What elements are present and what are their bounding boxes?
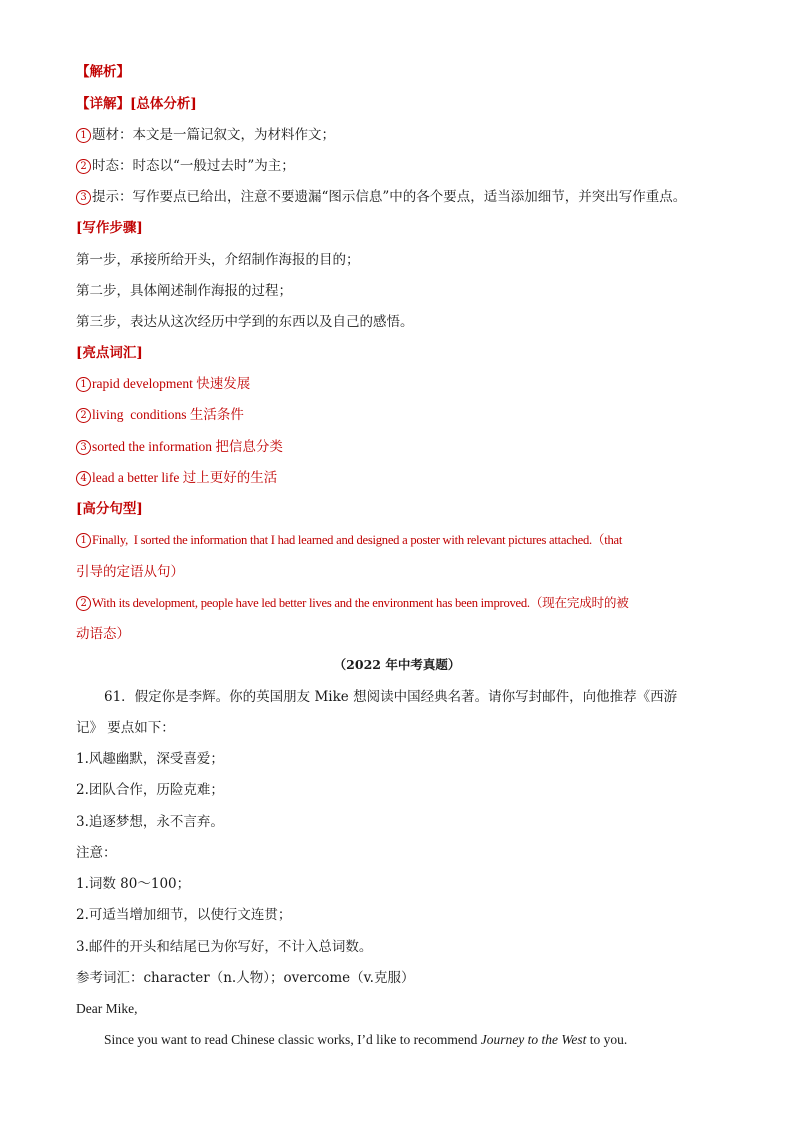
exam-year-title: （2022 年中考真题） bbox=[333, 657, 461, 672]
writing-steps-header: [写作步骤] bbox=[76, 220, 143, 236]
opening-text-end: to you. bbox=[586, 1032, 628, 1047]
overview-text: 题材：本文是一篇记叙文，为材料作文； bbox=[92, 127, 335, 143]
sentence-1-line-2: 引导的定语从句） bbox=[76, 564, 184, 580]
vocab-text: rapid development 快速发展 bbox=[92, 376, 251, 391]
overview-text: 时态：时态以“一般过去时”为主； bbox=[92, 158, 295, 174]
question-line-1: 61．假定你是李辉。你的英国朋友 Mike 想阅读中国经典名著。请你写封邮件，向他推荐《西游 bbox=[104, 689, 678, 705]
point-2: 2.团队合作，历险克难； bbox=[76, 782, 224, 798]
overview-text: 提示：写作要点已给出，注意不要遗漏“图示信息”中的各个要点，适当添加细节，并突出写作重点。 bbox=[92, 189, 687, 205]
vocab-text: sorted the information 把信息分类 bbox=[92, 439, 283, 454]
email-greeting: Dear Mike, bbox=[76, 1001, 138, 1016]
sentence-2-line-1 bbox=[76, 593, 629, 613]
vocab-item-1 bbox=[76, 374, 250, 394]
point-3: 3.追逐梦想，永不言弃。 bbox=[76, 814, 224, 830]
detail-label: 【详解】 bbox=[76, 96, 130, 112]
circled-number-3: 3 bbox=[76, 440, 91, 455]
overview-item-2 bbox=[76, 156, 295, 176]
overview-section-label: [总体分析] bbox=[130, 96, 197, 112]
vocab-text: living conditions 生活条件 bbox=[92, 407, 244, 422]
circled-number-1: 1 bbox=[76, 377, 91, 392]
sentence-text: Finally, I sorted the information that I had learned and designed a poster with relevant pictures attached.（that bbox=[92, 533, 623, 547]
circled-number-2: 2 bbox=[76, 596, 91, 611]
note-2: 2.可适当增加细节，以使行文连贯； bbox=[76, 907, 292, 923]
sentence-header: [高分句型] bbox=[76, 501, 143, 517]
vocab-item-3 bbox=[76, 437, 283, 457]
reference-vocab: 参考词汇：character（n.人物）；overcome（v.克服） bbox=[76, 970, 415, 986]
circled-number-4: 4 bbox=[76, 471, 91, 486]
question-line-2: 记》 要点如下： bbox=[76, 720, 175, 736]
sentence-text: With its development, people have led better lives and the environment has been improved.（现在完成时的被 bbox=[92, 596, 629, 610]
overview-item-3 bbox=[76, 187, 686, 207]
sentence-1-line-1 bbox=[76, 530, 622, 550]
note-label: 注意： bbox=[76, 845, 117, 861]
circled-number-3: 3 bbox=[76, 190, 91, 205]
step-3: 第三步，表达从这次经历中学到的东西以及自己的感悟。 bbox=[76, 314, 414, 330]
note-1: 1.词数 80～100； bbox=[76, 876, 191, 892]
point-1: 1.风趣幽默，深受喜爱； bbox=[76, 751, 224, 767]
book-title: Journey to the West bbox=[480, 1032, 587, 1047]
circled-number-1: 1 bbox=[76, 533, 91, 548]
detail-heading bbox=[76, 94, 197, 114]
circled-number-2: 2 bbox=[76, 159, 91, 174]
step-1: 第一步，承接所给开头，介绍制作海报的目的； bbox=[76, 252, 360, 268]
circled-number-1: 1 bbox=[76, 128, 91, 143]
note-3: 3.邮件的开头和结尾已为你写好，不计入总词数。 bbox=[76, 939, 373, 955]
circled-number-2: 2 bbox=[76, 408, 91, 423]
vocab-item-2 bbox=[76, 405, 244, 425]
analysis-header: 【解析】 bbox=[76, 64, 130, 80]
vocab-text: lead a better life 过上更好的生活 bbox=[92, 470, 278, 485]
step-2: 第二步，具体阐述制作海报的过程； bbox=[76, 283, 292, 299]
vocab-header: [亮点词汇] bbox=[76, 345, 143, 361]
opening-text: Since you want to read Chinese classic works, I’d like to recommend bbox=[104, 1032, 481, 1047]
overview-item-1 bbox=[76, 125, 335, 145]
vocab-item-4 bbox=[76, 468, 277, 488]
email-opening bbox=[104, 1030, 627, 1050]
sentence-2-line-2: 动语态） bbox=[76, 626, 130, 642]
